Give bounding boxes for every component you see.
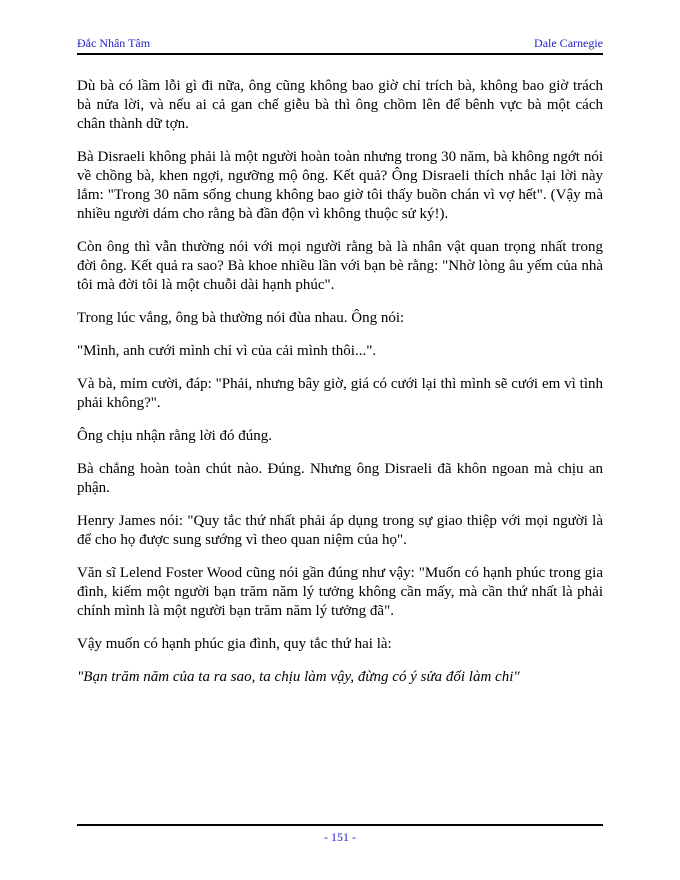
paragraph: Dù bà có lầm lỗi gì đi nữa, ông cũng không bao giờ chỉ trích bà, không bao giờ trách bà nửa lời, và nếu ai cả gan chế giễu bà thì ông chồm lên để bênh vực bà một cách chân thành dữ tợn.	[77, 78, 603, 132]
paragraph: Bà chẳng hoàn toàn chút nào. Đúng. Nhưng ông Disraeli đã khôn ngoan mà chịu an phận.	[77, 461, 603, 496]
paragraph: Văn sĩ Lelend Foster Wood cũng nói gần đúng như vậy: "Muốn có hạnh phúc trong gia đình, kiếm một người bạn trăm năm lý tưởng không cần mấy, mà cần thứ nhất là phải chính mình là một người bạn trăm năm lý tưởng đã".	[77, 565, 603, 619]
paragraph: Ông chịu nhận rằng lời đó đúng.	[77, 428, 272, 444]
paragraph: Còn ông thì vẫn thường nói với mọi người rằng bà là nhân vật quan trọng nhất trong đời ông. Kết quả ra sao? Bà khoe nhiều lần với bạn bè rằng: "Nhờ lòng âu yếm của nhà tôi mà đời tôi là một chuỗi dài hạnh phúc".	[77, 239, 603, 293]
paragraph: Bà Disraeli không phải là một người hoàn toàn nhưng trong 30 năm, bà không ngớt nói về chồng bà, khen ngợi, ngưỡng mộ ông. Kết quả? Ông Disraeli thích nhắc lại lời này lắm: "Trong 30 năm sống chung không bao giờ tôi thấy buồn chán vì vợ hết". (Vậy mà nhiều người dám cho rằng bà đần độn vì không thuộc sử ký!).	[77, 149, 603, 222]
paragraph: Trong lúc vắng, ông bà thường nói đùa nhau. Ông nói:	[77, 310, 405, 326]
paragraph: "Mình, anh cưới mình chỉ vì của cải mình thôi...".	[77, 343, 377, 359]
closing-quote: "Bạn trăm năm của ta ra sao, ta chịu làm vậy, đừng có ý sửa đổi làm chi"	[77, 669, 520, 685]
page-number: - 151 -	[324, 830, 356, 844]
header-book-title: Đắc Nhân Tâm	[77, 36, 151, 50]
header-author: Dale Carnegie	[534, 36, 603, 50]
paragraph: Vậy muốn có hạnh phúc gia đình, quy tắc thứ hai là:	[77, 636, 392, 652]
paragraph: Và bà, mỉm cười, đáp: "Phải, nhưng bây giờ, giá có cưới lại thì mình sẽ cưới em vì tình phải không?".	[77, 376, 603, 411]
footer-rule	[77, 824, 603, 826]
paragraph: Henry James nói: "Quy tắc thứ nhất phải áp dụng trong sự giao thiệp với mọi người là để cho họ được sung sướng vì theo quan niệm của họ".	[77, 513, 603, 548]
page-header	[77, 36, 603, 51]
page-body	[77, 77, 603, 701]
header-rule	[77, 53, 603, 55]
